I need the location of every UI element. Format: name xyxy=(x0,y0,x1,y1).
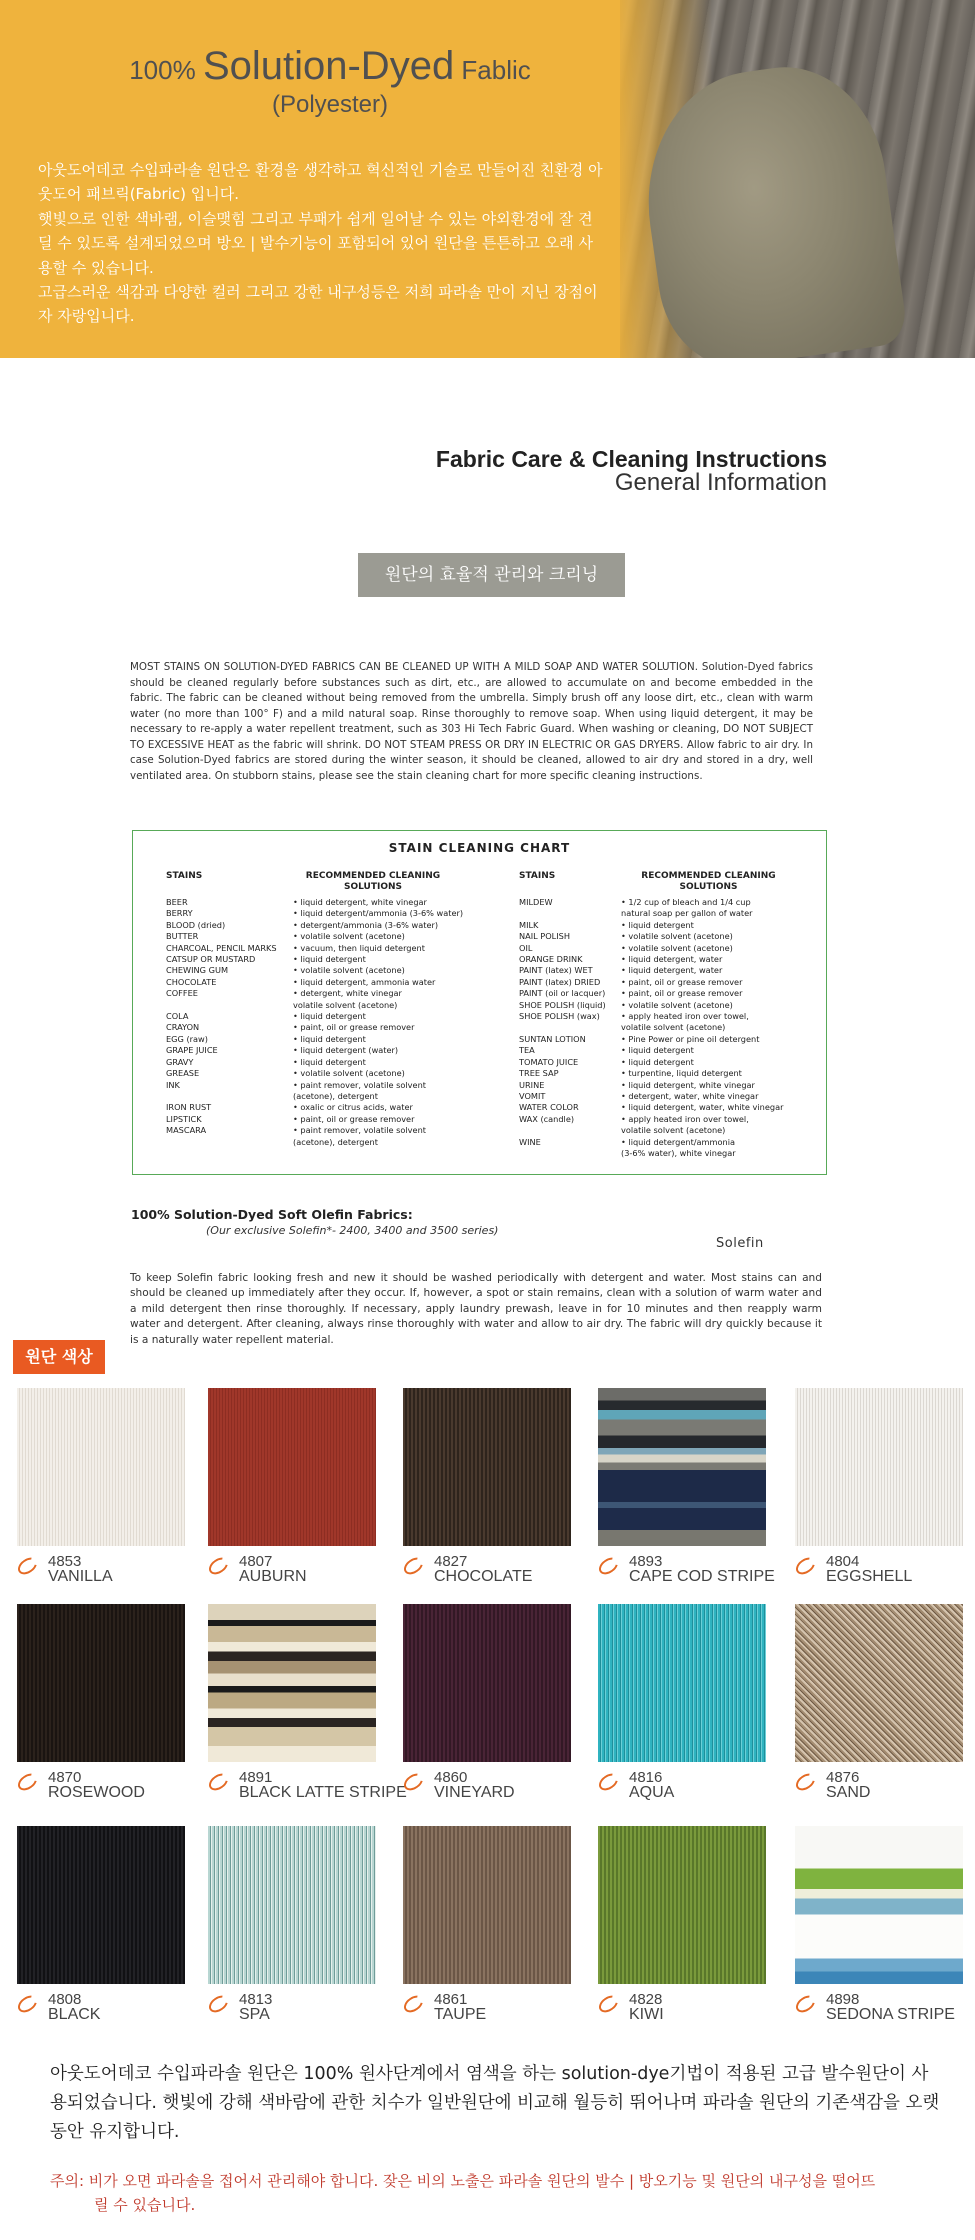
fabric-swatch[interactable] xyxy=(598,1388,766,1546)
caution-line: 주의: 비가 오면 파라솔을 접어서 관리해야 합니다. 잦은 비의 노출은 파라솔 원단의 발수 | 방오기능 및 원단의 내구성을 떨어뜨 xyxy=(50,2172,876,2190)
cleaning-solution: • detergent/ammonia (3-6% water) xyxy=(293,919,439,930)
swatch-name: SPA xyxy=(239,2006,270,2023)
stain-name: MILDEW xyxy=(519,897,553,907)
swatch-name: AQUA xyxy=(629,1784,675,1801)
fabric-swatch[interactable] xyxy=(403,1604,571,1762)
solefin-swoosh-icon xyxy=(793,1770,818,1794)
care-subtitle: General Information xyxy=(614,469,827,496)
cleaning-solution: • paint remover, volatile solvent xyxy=(293,1125,426,1136)
cleaning-solution: • oxalic or citrus acids, water xyxy=(293,1102,413,1113)
cleaning-solution: • volatile solvent (acetone) xyxy=(621,999,733,1010)
fabric-swatch[interactable] xyxy=(17,1826,185,1984)
swatch-number: 4827 xyxy=(434,1553,468,1570)
hero-paragraph: 아웃도어데코 수입파라솔 원단은 환경을 생각하고 혁신적인 기술로 만들어진 친환경 아웃도어 패브릭(Fabric) 입니다. xyxy=(38,161,603,204)
swatch-number: 4876 xyxy=(826,1769,860,1786)
chart-title: STAIN CLEANING CHART xyxy=(388,841,571,855)
cleaning-solution: • paint, oil or grease remover xyxy=(293,1022,415,1033)
cleaning-solution: (acetone), detergent xyxy=(293,1090,378,1101)
stain-name: PAINT (latex) DRIED xyxy=(519,976,601,987)
stain-name: CHOCOLATE xyxy=(166,976,217,987)
solefin-swoosh-icon xyxy=(401,1992,426,2016)
cleaning-solution: volatile solvent (acetone) xyxy=(621,1022,726,1033)
cleaning-solution: • liquid detergent xyxy=(293,1056,366,1067)
cleaning-solution: • liquid detergent, ammonia water xyxy=(293,976,436,987)
stain-name: IRON RUST xyxy=(166,1102,212,1113)
right-solutions-column xyxy=(621,871,796,1159)
solefin-swoosh-icon xyxy=(15,1770,40,1794)
swatch-number: 4853 xyxy=(48,1553,82,1570)
cleaning-solution: • detergent, white vinegar xyxy=(293,988,402,999)
cleaning-solution: • liquid detergent, water, white vinegar xyxy=(621,1102,784,1113)
stain-name: WAX (candle) xyxy=(519,1113,575,1124)
cleaning-solution: • paint, oil or grease remover xyxy=(621,976,743,987)
stain-name: BLOOD (dried) xyxy=(166,919,226,930)
left-solutions-column xyxy=(293,871,464,1159)
fabric-swatch[interactable] xyxy=(795,1604,963,1762)
swatch-number: 4828 xyxy=(629,1991,663,2008)
stain-name: WATER COLOR xyxy=(519,1102,579,1113)
cleaning-solution: • volatile solvent (acetone) xyxy=(293,1068,405,1079)
fabric-swatch[interactable] xyxy=(17,1388,185,1546)
cleaning-solution: • detergent, water, white vinegar xyxy=(621,1090,759,1101)
cleaning-solution: • volatile solvent (acetone) xyxy=(293,965,405,976)
stain-name xyxy=(166,1148,286,1159)
stain-name: LIPSTICK xyxy=(166,1113,202,1124)
swatch-name: SEDONA STRIPE xyxy=(826,2006,955,2023)
stain-name: CRAYON xyxy=(166,1022,200,1033)
cleaning-solution: • liquid detergent, white vinegar xyxy=(293,897,427,907)
stain-name: TOMATO JUICE xyxy=(519,1056,579,1067)
solefin-swoosh-icon xyxy=(596,1554,621,1578)
bottom-description: 아웃도어데코 수입파라솔 원단은 100% 원사단계에서 염색을 하는 solution-dye기법이 적용된 고급 발수원단이 사용되었습니다. 햇빛에 강해 색바람에 관한 치수가 일반원단에 비교해 월등히 뛰어나며 파라솔 원단의 기존색감을 오랫동안 유지합니다. xyxy=(50,2064,940,2142)
care-heading xyxy=(436,446,827,497)
stain-name xyxy=(166,1091,286,1102)
stain-name: CHARCOAL, PENCIL MARKS xyxy=(166,942,277,953)
swatch-name: AUBURN xyxy=(239,1568,307,1585)
swatch-number: 4808 xyxy=(48,1991,82,2008)
cleaning-solution: • volatile solvent (acetone) xyxy=(293,931,405,942)
fabric-swatch[interactable] xyxy=(598,1826,766,1984)
cleaning-solution: (3-6% water), white vinegar xyxy=(621,1147,736,1158)
cleaning-solution: • volatile solvent (acetone) xyxy=(621,931,733,942)
stain-name: SUNTAN LOTION xyxy=(519,1033,586,1044)
cleaning-solution: volatile solvent (acetone) xyxy=(621,1125,726,1136)
hero-paragraph: 고급스러운 색감과 다양한 컬러 그리고 강한 내구성등은 저희 파라솔 만이 지닌 장점이자 자랑입니다. xyxy=(38,283,598,326)
stain-name: EGG (raw) xyxy=(166,1033,208,1044)
swatch-name: TAUPE xyxy=(434,2006,487,2023)
swatch-name: ROSEWOOD xyxy=(48,1784,145,1801)
solefin-swoosh-icon xyxy=(15,1992,40,2016)
fabric-colors-badge: 원단 색상 xyxy=(13,1340,105,1374)
stain-name xyxy=(166,1000,286,1011)
title-main: Solution-Dyed xyxy=(202,44,455,88)
swatch-number: 4893 xyxy=(629,1553,663,1570)
cleaning-solution: • apply heated iron over towel, xyxy=(621,1011,749,1022)
stain-name: VOMIT xyxy=(519,1090,546,1101)
stain-name: SHOE POLISH (wax) xyxy=(519,1011,600,1022)
solefin-subtitle: (Our exclusive Solefin*- 2400, 3400 and 3500 series) xyxy=(206,1224,499,1237)
caution-note xyxy=(50,2169,940,2217)
fabric-swatch[interactable] xyxy=(208,1604,376,1762)
swatch-number: 4898 xyxy=(826,1991,860,2008)
caution-line: 릴 수 있습니다. xyxy=(94,2196,196,2214)
hero-banner xyxy=(0,0,975,358)
cleaning-solution: • turpentine, liquid detergent xyxy=(621,1068,742,1079)
solution-list xyxy=(621,897,796,1159)
column-header: STAINS xyxy=(519,871,556,881)
cleaning-solution: • liquid detergent xyxy=(293,954,366,965)
fabric-swatch[interactable] xyxy=(208,1388,376,1546)
fabric-swatch[interactable] xyxy=(598,1604,766,1762)
hero-subtitle: (Polyester) xyxy=(271,91,389,118)
solefin-swoosh-icon xyxy=(15,1554,40,1578)
stain-name: PAINT (oil or lacquer) xyxy=(519,988,606,999)
cleaning-solution: • apply heated iron over towel, xyxy=(621,1113,749,1124)
solefin-logo: Solefin xyxy=(716,1236,764,1251)
cleaning-solution: • liquid detergent xyxy=(293,1011,366,1022)
column-header: STAINS xyxy=(166,871,203,881)
hero-title xyxy=(70,44,590,119)
solefin-swoosh-icon xyxy=(793,1992,818,2016)
cleaning-solution: • liquid detergent, white vinegar xyxy=(621,1079,755,1090)
cleaning-solution: • paint remover, volatile solvent xyxy=(293,1079,426,1090)
solefin-swoosh-icon xyxy=(206,1770,231,1794)
stain-name: SHOE POLISH (liquid) xyxy=(519,999,606,1010)
solefin-swoosh-icon xyxy=(206,1992,231,2016)
stain-name: GRAVY xyxy=(166,1056,194,1067)
stain-cleaning-chart xyxy=(132,830,827,1175)
swatch-name: VINEYARD xyxy=(434,1784,515,1801)
cleaning-solution: • liquid detergent xyxy=(621,1056,694,1067)
fabric-swatch[interactable] xyxy=(795,1826,963,1984)
solefin-title: 100% Solution-Dyed Soft Olefin Fabrics: xyxy=(131,1207,413,1222)
cleaning-solution: • liquid detergent xyxy=(293,1033,366,1044)
care-title: Fabric Care & Cleaning Instructions xyxy=(435,446,827,472)
cleaning-solution: • vacuum, then liquid detergent xyxy=(293,942,425,953)
stain-name: BUTTER xyxy=(166,931,199,942)
column-header: RECOMMENDED CLEANING SOLUTIONS xyxy=(641,871,776,892)
cleaning-solution: • liquid detergent xyxy=(621,919,694,930)
swatch-number: 4891 xyxy=(239,1769,273,1786)
stain-name: OIL xyxy=(519,942,533,953)
cleaning-solution: • 1/2 cup of bleach and 1/4 cup xyxy=(621,897,751,907)
solefin-paragraph: To keep Solefin fabric looking fresh and new it should be washed periodically with detergent and water. Most stains can and should be cleaned up immediately after they occur. If, however, a spot or stain remains, clean with a solution of warm water and a mild detergent then rinse thoroughly. If necessary, apply laundry prewash, leave in for 10 minutes and then reapply warm water and detergent. After cleaning, always rinse thoroughly with water and allow to air dry. The fabric will dry quickly because it is a naturally water repellent material. xyxy=(130,1272,822,1346)
swatch-number: 4807 xyxy=(239,1553,273,1570)
swatch-name: CHOCOLATE xyxy=(434,1568,533,1585)
solefin-swoosh-icon xyxy=(596,1770,621,1794)
cleaning-solution: • paint, oil or grease remover xyxy=(293,1113,415,1124)
swatch-number: 4860 xyxy=(434,1769,468,1786)
solefin-swoosh-icon xyxy=(596,1992,621,2016)
swatch-number: 4861 xyxy=(434,1991,468,2008)
solefin-swoosh-icon xyxy=(793,1554,818,1578)
hero-paragraph: 햇빛으로 인한 색바램, 이슬맺힘 그리고 부패가 쉽게 일어날 수 있는 야외환경에 잘 견딜 수 있도록 설계되었으며 방오 | 발수기능이 포함되어 있어 원단을 튼튼하고 오래 사용할 수 있습니다. xyxy=(38,209,593,277)
cleaning-solution: • liquid detergent, water xyxy=(621,954,723,965)
cleaning-solution: • Pine Power or pine oil detergent xyxy=(621,1033,760,1044)
right-stains-column xyxy=(519,871,619,1159)
stain-name: BERRY xyxy=(166,908,193,919)
fabric-swatch[interactable] xyxy=(795,1388,963,1546)
swatch-name: BLACK xyxy=(48,2006,101,2023)
left-stains-column xyxy=(166,871,286,1159)
stain-name: WINE xyxy=(519,1136,541,1147)
stain-list xyxy=(166,897,286,1159)
cleaning-solution: • volatile solvent (acetone) xyxy=(621,942,733,953)
stain-name: COLA xyxy=(166,1011,189,1022)
stain-name: ORANGE DRINK xyxy=(519,954,583,965)
fabric-swatch[interactable] xyxy=(17,1604,185,1762)
stain-list xyxy=(519,897,619,1159)
stain-name: INK xyxy=(166,1079,180,1090)
stain-name: TEA xyxy=(519,1045,535,1056)
cleaning-solution: • liquid detergent/ammonia (3-6% water) xyxy=(293,908,464,919)
cleaning-solution: volatile solvent (acetone) xyxy=(293,999,398,1010)
title-prefix: 100% xyxy=(129,55,196,85)
fabric-swatch[interactable] xyxy=(403,1826,571,1984)
title-suffix: Fablic xyxy=(461,55,531,85)
fabric-swatch[interactable] xyxy=(403,1388,571,1546)
swatch-name: BLACK LATTE STRIPE xyxy=(239,1784,407,1801)
swatch-name: EGGSHELL xyxy=(826,1568,913,1585)
stain-name: PAINT (latex) WET xyxy=(519,965,593,976)
cleaning-solution: (acetone), detergent xyxy=(293,1136,378,1147)
care-paragraph: MOST STAINS ON SOLUTION-DYED FABRICS CAN BE CLEANED UP WITH A MILD SOAP AND WATER SOLUTION. Solution-Dyed fabrics should be cleaned regularly before substances such as dirt, etc., are allowed to accumulate on and become embedded in the fabric. The fabric can be cleaned without being removed from the umbrella. Simply brush off any loose dirt, etc., clean with warm water (no more than 100° F) and a mild natural soap. Rinse thoroughly to remove soap. When using liquid detergent, it may be necessary to re-apply a water repellent treatment, such as 303 Hi Tech Fabric Guard. When washing or cleaning, DO NOT SUBJECT TO EXCESSIVE HEAT as the fabric will shrink. DO NOT STEAM PRESS OR DRY IN ELECTRIC OR GAS DRYERS. Allow fabric to air dry. In case Solution-Dyed fabrics are stored during the winter season, it should be cleaned, allowed to air dry and stored in a dry, well ventilated area. On stubborn stains, please see the stain cleaning chart for more specific cleaning instructions. xyxy=(130,661,813,782)
cleaning-solution: natural soap per gallon of water xyxy=(621,908,753,919)
stain-name: URINE xyxy=(519,1079,545,1090)
stain-name xyxy=(166,1137,286,1148)
cleaning-solution: • liquid detergent/ammonia xyxy=(621,1136,735,1147)
cleaning-solution: • paint, oil or grease remover xyxy=(621,988,743,999)
stain-name: COFFEE xyxy=(166,988,198,999)
stain-name: GRAPE JUICE xyxy=(166,1045,218,1056)
swatch-name: CAPE COD STRIPE xyxy=(629,1568,775,1585)
stain-name xyxy=(519,1022,619,1033)
stain-name: GREASE xyxy=(166,1068,200,1079)
swatch-name: VANILLA xyxy=(48,1568,113,1585)
stain-name: MASCARA xyxy=(166,1125,207,1136)
cleaning-solution: • liquid detergent, water xyxy=(621,965,723,976)
cleaning-solution: • liquid detergent xyxy=(621,1045,694,1056)
solefin-swoosh-icon xyxy=(206,1554,231,1578)
stain-name: MILK xyxy=(519,919,539,930)
fabric-swatch[interactable] xyxy=(208,1826,376,1984)
stain-name xyxy=(519,1148,619,1159)
swatch-number: 4804 xyxy=(826,1553,860,1570)
hero-description xyxy=(38,158,603,329)
swatch-name: SAND xyxy=(826,1784,871,1801)
swatch-number: 4813 xyxy=(239,1991,273,2008)
cleaning-solution xyxy=(293,1148,453,1159)
cleaning-solution: • liquid detergent (water) xyxy=(293,1045,399,1056)
swatch-name: KIWI xyxy=(629,2006,664,2023)
stain-name: BEER xyxy=(166,897,188,907)
stain-name: TREE SAP xyxy=(519,1068,559,1079)
column-header: RECOMMENDED CLEANING SOLUTIONS xyxy=(305,871,441,892)
solefin-swoosh-icon xyxy=(401,1554,426,1578)
swatch-number: 4816 xyxy=(629,1769,663,1786)
solution-list xyxy=(293,897,464,1159)
stain-name xyxy=(519,1125,619,1136)
stain-name: NAIL POLISH xyxy=(519,931,571,942)
stain-name: CATSUP OR MUSTARD xyxy=(166,954,256,965)
care-section-label: 원단의 효율적 관리와 크리닝 xyxy=(358,553,625,597)
stain-name xyxy=(519,908,619,919)
swatch-number: 4870 xyxy=(48,1769,82,1786)
stain-name: CHEWING GUM xyxy=(166,965,229,976)
